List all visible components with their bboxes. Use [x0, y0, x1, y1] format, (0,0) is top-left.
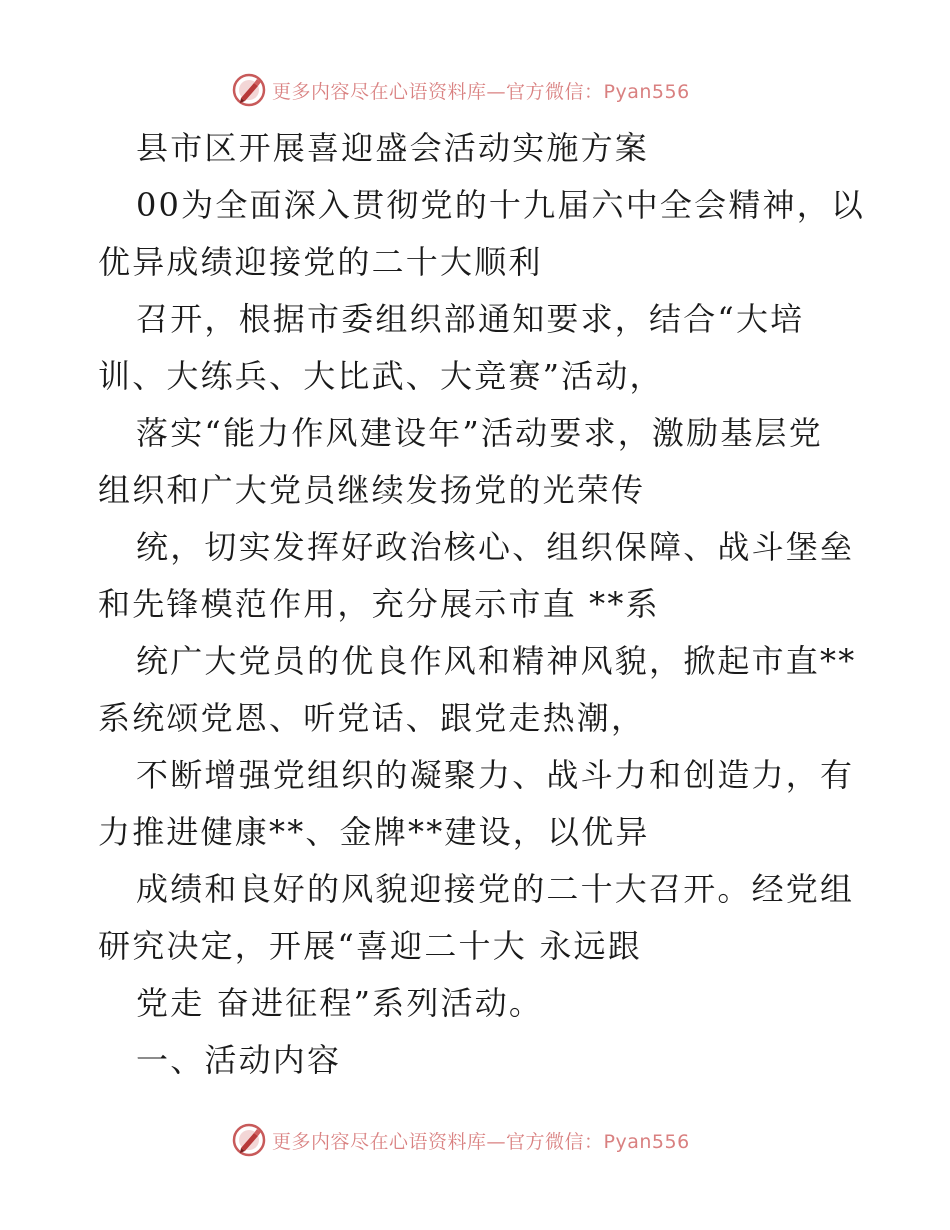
- document-title: 县市区开展喜迎盛会活动实施方案: [136, 129, 650, 167]
- paragraph-line: 落实“能力作风建设年”活动要求，激励基层党: [136, 414, 823, 452]
- paragraph-line: 研究决定，开展“喜迎二十大 永远跟: [98, 927, 642, 965]
- paragraph-line: 党走 奋进征程”系列活动。: [136, 984, 544, 1022]
- pen-seal-logo-icon: [232, 73, 266, 107]
- paragraph-line: 召开，根据市委组织部通知要求，结合“大培: [136, 300, 805, 338]
- footer-watermark-banner: [232, 1122, 690, 1158]
- watermark-text: 更多内容尽在心语资料库—官方微信：Pyan556: [272, 1130, 690, 1153]
- watermark-text: 更多内容尽在心语资料库—官方微信：Pyan556: [272, 80, 690, 103]
- paragraph-line: 系统颂党恩、听党话、跟党走热潮，: [98, 699, 646, 737]
- paragraph-line: 统广大党员的优良作风和精神风貌，掀起市直**: [136, 642, 857, 680]
- paragraph-line: 力推进健康**、金牌**建设，以优异: [98, 813, 650, 851]
- paragraph-line: 00为全面深入贯彻党的十九届六中全会精神，以: [136, 186, 866, 224]
- paragraph-line: 不断增强党组织的凝聚力、战斗力和创造力，有: [136, 756, 855, 794]
- paragraph-line: 成绩和良好的风貌迎接党的二十大召开。经党组: [136, 870, 855, 908]
- pen-seal-logo-icon: [232, 1123, 266, 1157]
- section-heading: 一、活动内容: [136, 1041, 342, 1079]
- paragraph-line: 组织和广大党员继续发扬党的光荣传: [98, 471, 646, 509]
- header-watermark-banner: [232, 72, 690, 108]
- paragraph-line: 优异成绩迎接党的二十大顺利: [98, 243, 543, 281]
- paragraph-line: 训、大练兵、大比武、大竞赛”活动，: [98, 357, 664, 395]
- paragraph-line: 和先锋模范作用，充分展示市直 **系: [98, 585, 660, 623]
- paragraph-line: 统，切实发挥好政治核心、组织保障、战斗堡垒: [136, 528, 855, 566]
- document-body: [98, 120, 866, 1089]
